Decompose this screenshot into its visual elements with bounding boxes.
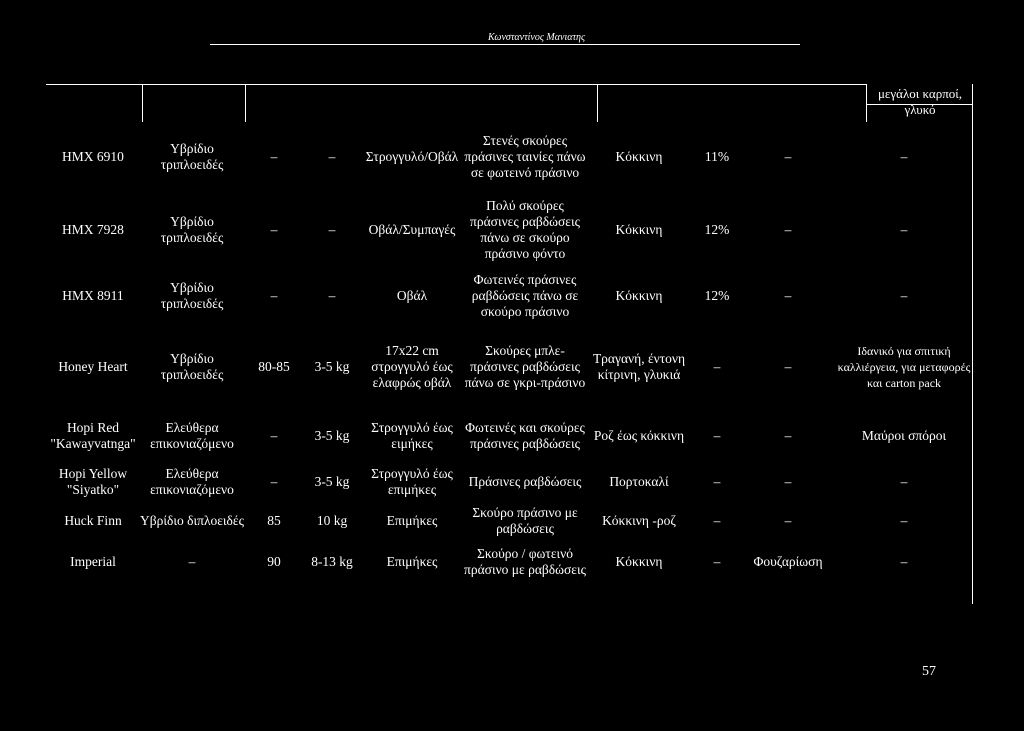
table-cell: – <box>270 222 278 237</box>
column-separator <box>245 84 246 122</box>
table-cell: 3-5 kg <box>314 428 350 443</box>
table-cell: 90 <box>267 554 281 569</box>
table-cell: 17x22 cm στρογγυλό έως ελαφρώς οβάλ <box>371 343 453 390</box>
table-cell: Επιμήκες <box>386 554 438 569</box>
table-cell: Επιμήκες <box>386 513 438 528</box>
table-cell: Κόκκινη -ροζ <box>602 513 676 528</box>
table-cell: Σκούρο πράσινο με ραβδώσεις <box>472 505 578 536</box>
table-cell: Φωτεινές και σκούρες πράσινες ραβδώσεις <box>465 420 585 451</box>
table-row <box>46 192 974 268</box>
column-separator <box>142 84 143 122</box>
table-cell: Κόκκινη <box>615 554 663 569</box>
table-cell: Φουζαρίωση <box>753 554 823 569</box>
table-cell: – <box>713 428 721 443</box>
table-cell: Imperial <box>70 554 116 569</box>
table-cell: Πολύ σκούρες πράσινες ραβδώσεις πάνω σε σκούρο πράσινο φόντο <box>470 198 580 261</box>
table-cell: – <box>188 554 196 569</box>
table-cell: – <box>900 222 908 237</box>
table-cell: 85 <box>267 513 281 528</box>
table-cell: 12% <box>704 288 730 303</box>
table-cell: Οβάλ/Συμπαγές <box>368 222 456 237</box>
table-row <box>46 540 974 584</box>
table-cell: 8-13 kg <box>311 554 353 569</box>
table-cell: – <box>784 222 792 237</box>
table-cell: Μαύροι σπόροι <box>861 428 947 443</box>
table-cell: Honey Heart <box>58 359 128 374</box>
table-cell: 10 kg <box>316 513 348 528</box>
table-cell: Υβρίδιο τριπλοειδές <box>160 141 224 172</box>
table-row <box>46 122 974 192</box>
table-cell: Σκούρες μπλε-πράσινες ραβδώσεις πάνω σε γκρι-πράσινο <box>464 343 586 390</box>
continued-note-cell: μεγάλοι καρποί, γλυκό <box>877 86 963 117</box>
table-cell: – <box>328 149 336 164</box>
table-cell: Υβρίδιο διπλοειδές <box>140 513 244 528</box>
table-cell: – <box>270 428 278 443</box>
table-cell: 12% <box>704 222 730 237</box>
table-top-rule <box>46 84 866 85</box>
table-cell: Κόκκινη <box>615 288 663 303</box>
table-cell: – <box>900 288 908 303</box>
table-cell: Huck Finn <box>64 513 122 528</box>
table-cell: Ελεύθερα επικονιαζόμενο <box>150 466 234 497</box>
table-cell: – <box>270 149 278 164</box>
table-cell: – <box>784 474 792 489</box>
melon-varieties-table <box>46 122 974 584</box>
table-cell: Φωτεινές πράσινες ραβδώσεις πάνω σε σκούρο πράσινο <box>471 272 579 319</box>
table-row <box>46 324 974 410</box>
table-cell: – <box>328 222 336 237</box>
table-cell: Ροζ έως κόκκινη <box>593 428 685 443</box>
table-cell: Hopi Red "Kawayvatnga" <box>50 420 136 451</box>
table-cell: Σκούρο / φωτεινό πράσινο με ραβδώσεις <box>464 546 586 577</box>
table-cell: – <box>328 288 336 303</box>
table-cell: – <box>270 288 278 303</box>
table-cell: Υβρίδιο τριπλοειδές <box>160 351 224 382</box>
table-cell: – <box>713 554 721 569</box>
table-cell: – <box>784 288 792 303</box>
table-cell: HMX 7928 <box>62 222 124 237</box>
table-cell: Στρογγυλό έως ειμήκες <box>371 420 453 451</box>
table-cell: Στρογγυλό έως επιμήκες <box>371 466 453 497</box>
table-cell: Πορτοκαλί <box>609 474 669 489</box>
table-cell: – <box>713 474 721 489</box>
column-separator <box>597 84 598 122</box>
table-row <box>46 268 974 324</box>
table-cell: Στενές σκούρες πράσινες ταινίες πάνω σε φωτεινό πράσινο <box>464 133 586 180</box>
table-cell: – <box>784 359 792 374</box>
table-cell: – <box>900 149 908 164</box>
table-cell: – <box>270 474 278 489</box>
table-cell: 3-5 kg <box>314 474 350 489</box>
table-cell: Υβρίδιο τριπλοειδές <box>160 214 224 245</box>
table-row <box>46 462 974 502</box>
table-cell: Τραγανή, έντονη κίτρινη, γλυκιά <box>592 351 686 382</box>
table-cell: Hopi Yellow "Siyatko" <box>58 466 128 497</box>
table-cell: Υβρίδιο τριπλοειδές <box>160 280 224 311</box>
table-cell: HMX 6910 <box>62 149 124 164</box>
table-row <box>46 502 974 540</box>
table-cell: Κόκκινη <box>615 222 663 237</box>
table-cell: Ιδανικό για σπιτική καλλιέργεια, για μεταφορές και carton pack <box>837 344 971 390</box>
table-cell: Κόκκινη <box>615 149 663 164</box>
table-cell: – <box>713 513 721 528</box>
table-cell: 11% <box>704 149 730 164</box>
table-cell: – <box>900 554 908 569</box>
table-cell: Οβάλ <box>396 288 428 303</box>
page-number: 57 <box>922 664 936 679</box>
table-cell: – <box>784 149 792 164</box>
table-cell: HMX 8911 <box>62 288 124 303</box>
table-cell: – <box>713 359 721 374</box>
header-divider <box>210 44 800 45</box>
table-cell: Στρογγυλό/Οβάλ <box>365 149 459 164</box>
table-row <box>46 410 974 462</box>
table-cell: – <box>900 474 908 489</box>
table-cell: Ελεύθερα επικονιαζόμενο <box>150 420 234 451</box>
page-header-author: Κωνσταντίνος Μανιατης <box>488 32 586 43</box>
table-cell: Πράσινες ραβδώσεις <box>468 474 582 489</box>
column-separator <box>866 84 867 122</box>
table-cell: – <box>784 428 792 443</box>
table-cell: 3-5 kg <box>314 359 350 374</box>
table-cell: 80-85 <box>258 359 290 374</box>
table-cell: – <box>784 513 792 528</box>
table-cell: – <box>900 513 908 528</box>
